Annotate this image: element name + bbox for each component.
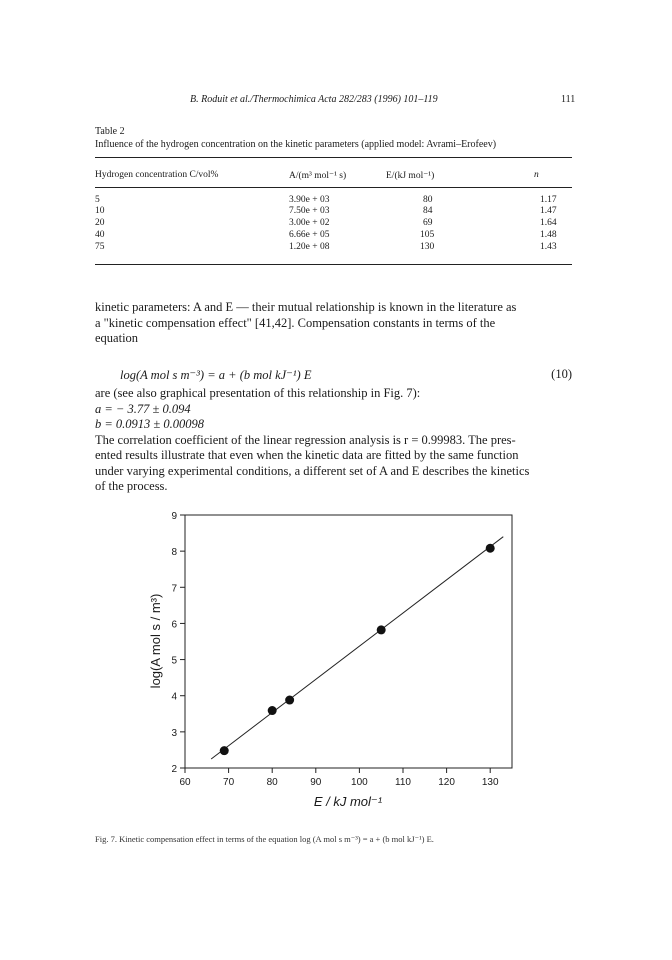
running-header <box>0 94 672 108</box>
compensation-chart <box>140 505 540 815</box>
table-label: Table 2 <box>95 126 125 137</box>
regression-line <box>211 537 503 759</box>
table-cell: 6.66e + 05 <box>289 230 330 240</box>
data-points <box>220 544 495 755</box>
table-cell: 5 <box>95 195 100 205</box>
body-paragraph-1 <box>95 300 573 347</box>
constant-a: a = − 3.77 ± 0.094 <box>95 401 191 416</box>
equation-number: (10) <box>551 367 572 381</box>
text-line: equation <box>95 331 139 345</box>
text-line: under varying experimental conditions, a different set of A and E describes the kinetics <box>95 463 530 478</box>
table-cell: 1.43 <box>540 242 557 252</box>
x-tick-label: 130 <box>481 777 499 788</box>
text-line: of the process. <box>95 479 168 493</box>
column-header: A/(m³ mol⁻¹ s) <box>289 171 347 181</box>
table-cell: 10 <box>95 206 105 216</box>
running-head-text: B. Roduit et al./Thermochimica Acta 282/283 (1996) 101–119 <box>190 94 438 105</box>
table-cell: 105 <box>420 230 435 240</box>
text-line: kinetic parameters: A and E — their mutual relationship is known in the literature as <box>95 300 517 314</box>
y-tick-label: 9 <box>171 511 177 522</box>
text-line: a "kinetic compensation effect" [41,42]. Compensation constants in terms of the <box>95 315 496 330</box>
table-bottom-rule <box>95 264 572 265</box>
plot-frame <box>185 515 512 768</box>
text-line: The correlation coefficient of the linear regression analysis is r = 0.99983. The pres- <box>95 432 516 447</box>
x-tick-label: 60 <box>179 777 191 788</box>
data-point <box>285 696 294 705</box>
y-tick-label: 6 <box>171 619 177 631</box>
table-top-rule <box>95 157 572 158</box>
table-cell: 1.47 <box>540 206 557 216</box>
table-header-rule <box>95 187 572 188</box>
data-point <box>377 625 386 634</box>
x-axis-label: E / kJ mol⁻¹ <box>313 794 383 809</box>
table-cell: 20 <box>95 218 105 228</box>
y-tick-label: 7 <box>171 583 177 595</box>
x-tick-label: 100 <box>351 777 368 788</box>
page-number: 111 <box>561 94 576 105</box>
axis-ticks <box>171 511 499 788</box>
x-tick-label: 80 <box>266 777 278 788</box>
table-cell: 130 <box>420 242 435 252</box>
table-cell: 7.50e + 03 <box>289 206 330 216</box>
table-cell: 40 <box>95 230 105 240</box>
x-tick-label: 90 <box>310 777 322 788</box>
x-tick-label: 110 <box>395 777 411 788</box>
x-tick-label: 120 <box>438 777 455 788</box>
data-point <box>268 706 277 715</box>
y-tick-label: 4 <box>171 691 177 703</box>
table-cell: 75 <box>95 242 105 252</box>
y-tick-label: 8 <box>171 547 177 559</box>
column-header: E/(kJ mol⁻¹) <box>386 171 435 181</box>
text-line: are (see also graphical presentation of this relationship in Fig. 7): <box>95 386 421 400</box>
column-header: Hydrogen concentration C/vol% <box>95 170 219 180</box>
table-cell: 1.64 <box>540 218 557 228</box>
equation-text: log(A mol s m⁻³) = a + (b mol kJ⁻¹) E <box>120 368 312 382</box>
y-tick-label: 5 <box>171 655 177 667</box>
y-tick-label: 2 <box>171 764 177 775</box>
data-point <box>220 746 229 755</box>
table-cell: 69 <box>423 218 433 228</box>
data-point <box>486 544 495 553</box>
table-cell: 1.20e + 08 <box>289 242 330 252</box>
table-caption: Influence of the hydrogen concentration on the kinetic parameters (applied model: Avrami–Erofeev) <box>95 139 497 150</box>
body-paragraph-2 <box>95 386 573 495</box>
table-cell: 80 <box>423 195 433 205</box>
y-tick-label: 3 <box>171 727 177 739</box>
table-cell: 3.90e + 03 <box>289 195 330 205</box>
equation-10 <box>120 367 572 383</box>
table-cell: 84 <box>423 206 433 216</box>
x-tick-label: 70 <box>223 777 235 788</box>
table-cell: 1.17 <box>540 195 557 205</box>
text-line: ented results illustrate that even when the kinetic data are fitted by the same function <box>95 448 519 462</box>
table-cell: 1.48 <box>540 230 557 240</box>
figure-caption: Fig. 7. Kinetic compensation effect in terms of the equation log (A mol s m⁻³) = a + (b mol kJ⁻¹) E. <box>95 834 434 844</box>
table-cell: 3.00e + 02 <box>289 218 330 228</box>
column-header: n <box>534 170 539 180</box>
y-axis-label: log(A mol s / m³) <box>148 593 163 689</box>
constant-b: b = 0.0913 ± 0.00098 <box>95 417 205 431</box>
